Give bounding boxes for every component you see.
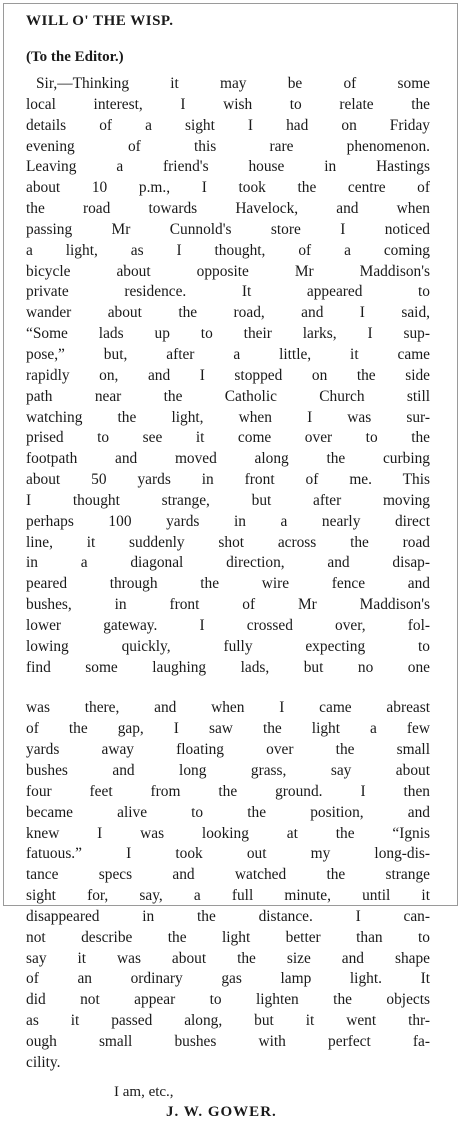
text-line: say it was about the size and shape: [26, 949, 430, 967]
text-line: local interest, I wish to relate the: [26, 95, 430, 113]
text-line: bushes and long grass, say about: [26, 762, 430, 779]
text-line: of the gap, I saw the light a few: [26, 720, 430, 738]
newspaper-column: [26, 8, 430, 1122]
text-line: bicycle about opposite Mr Maddison's: [26, 262, 430, 280]
text-line: Sir,—Thinking it may be of some: [36, 75, 430, 92]
paragraph-gap: [26, 678, 430, 698]
text-line: in a diagonal direction, and disap-: [26, 554, 430, 572]
text-line: was there, and when I came abreast: [26, 699, 430, 717]
signature: J. W. GOWER.: [166, 1103, 277, 1120]
text-line: bushes, in front of Mr Maddison's: [26, 596, 430, 614]
text-line: prised to see it come over to the: [26, 429, 430, 447]
text-line: Leaving a friend's house in Hastings: [26, 158, 430, 176]
text-line: not describe the light better than to: [26, 928, 430, 946]
text-line: rapidly on, and I stopped on the side: [26, 366, 430, 384]
text-line: perhaps 100 yards in a nearly direct: [26, 512, 430, 530]
text-line: did not appear to lighten the objects: [26, 991, 430, 1009]
text-line: details of a sight I had on Friday: [26, 116, 430, 134]
paragraph-one: [26, 74, 430, 678]
text-line: private residence. It appeared to: [26, 283, 430, 301]
text-line: find some laughing lads, but no one: [26, 658, 430, 676]
text-line: I thought strange, but after moving: [26, 491, 430, 509]
text-line: cility.: [26, 1053, 61, 1071]
salutation: (To the Editor.): [26, 49, 124, 65]
text-line: a light, as I thought, of a coming: [26, 241, 430, 259]
text-line: became alive to the position, and: [26, 803, 430, 821]
text-line: about 50 yards in front of me. This: [26, 471, 430, 489]
text-line: line, it suddenly shot across the road: [26, 533, 430, 551]
text-line: watching the light, when I was sur-: [26, 408, 430, 426]
text-line: lowing quickly, fully expecting to: [26, 637, 430, 655]
text-line: peared through the wire fence and: [26, 575, 430, 593]
text-line: tance specs and watched the strange: [26, 866, 430, 884]
text-line: path near the Catholic Church still: [26, 387, 430, 405]
text-line: the road towards Havelock, and when: [26, 200, 430, 218]
text-line: footpath and moved along the curbing: [26, 450, 430, 468]
text-line: yards away floating over the small: [26, 741, 430, 759]
text-line: sight for, say, a full minute, until it: [26, 887, 430, 905]
text-line: ough small bushes with perfect fa-: [26, 1032, 430, 1050]
text-line: knew I was looking at the “Ignis: [26, 824, 430, 842]
text-line: about 10 p.m., I took the centre of: [26, 179, 430, 197]
text-line: disappeared in the distance. I can-: [26, 907, 430, 925]
paragraph-two: [26, 698, 430, 1073]
text-line: passing Mr Cunnold's store I noticed: [26, 220, 430, 238]
text-line: pose,” but, after a little, it came: [26, 345, 430, 363]
text-line: as it passed along, but it went thr-: [26, 1012, 430, 1030]
text-line: lower gateway. I crossed over, fol-: [26, 616, 430, 634]
text-line: “Some lads up to their larks, I sup-: [26, 325, 430, 343]
text-line: four feet from the ground. I then: [26, 782, 430, 800]
text-line: evening of this rare phenomenon.: [26, 137, 430, 155]
closing-line: I am, etc.,: [114, 1083, 174, 1100]
headline: WILL O' THE WISP.: [26, 13, 174, 29]
text-line: wander about the road, and I said,: [26, 304, 430, 322]
text-line: of an ordinary gas lamp light. It: [26, 970, 430, 988]
text-line: fatuous.” I took out my long-dis-: [26, 845, 430, 863]
sign-off: [26, 1082, 430, 1122]
